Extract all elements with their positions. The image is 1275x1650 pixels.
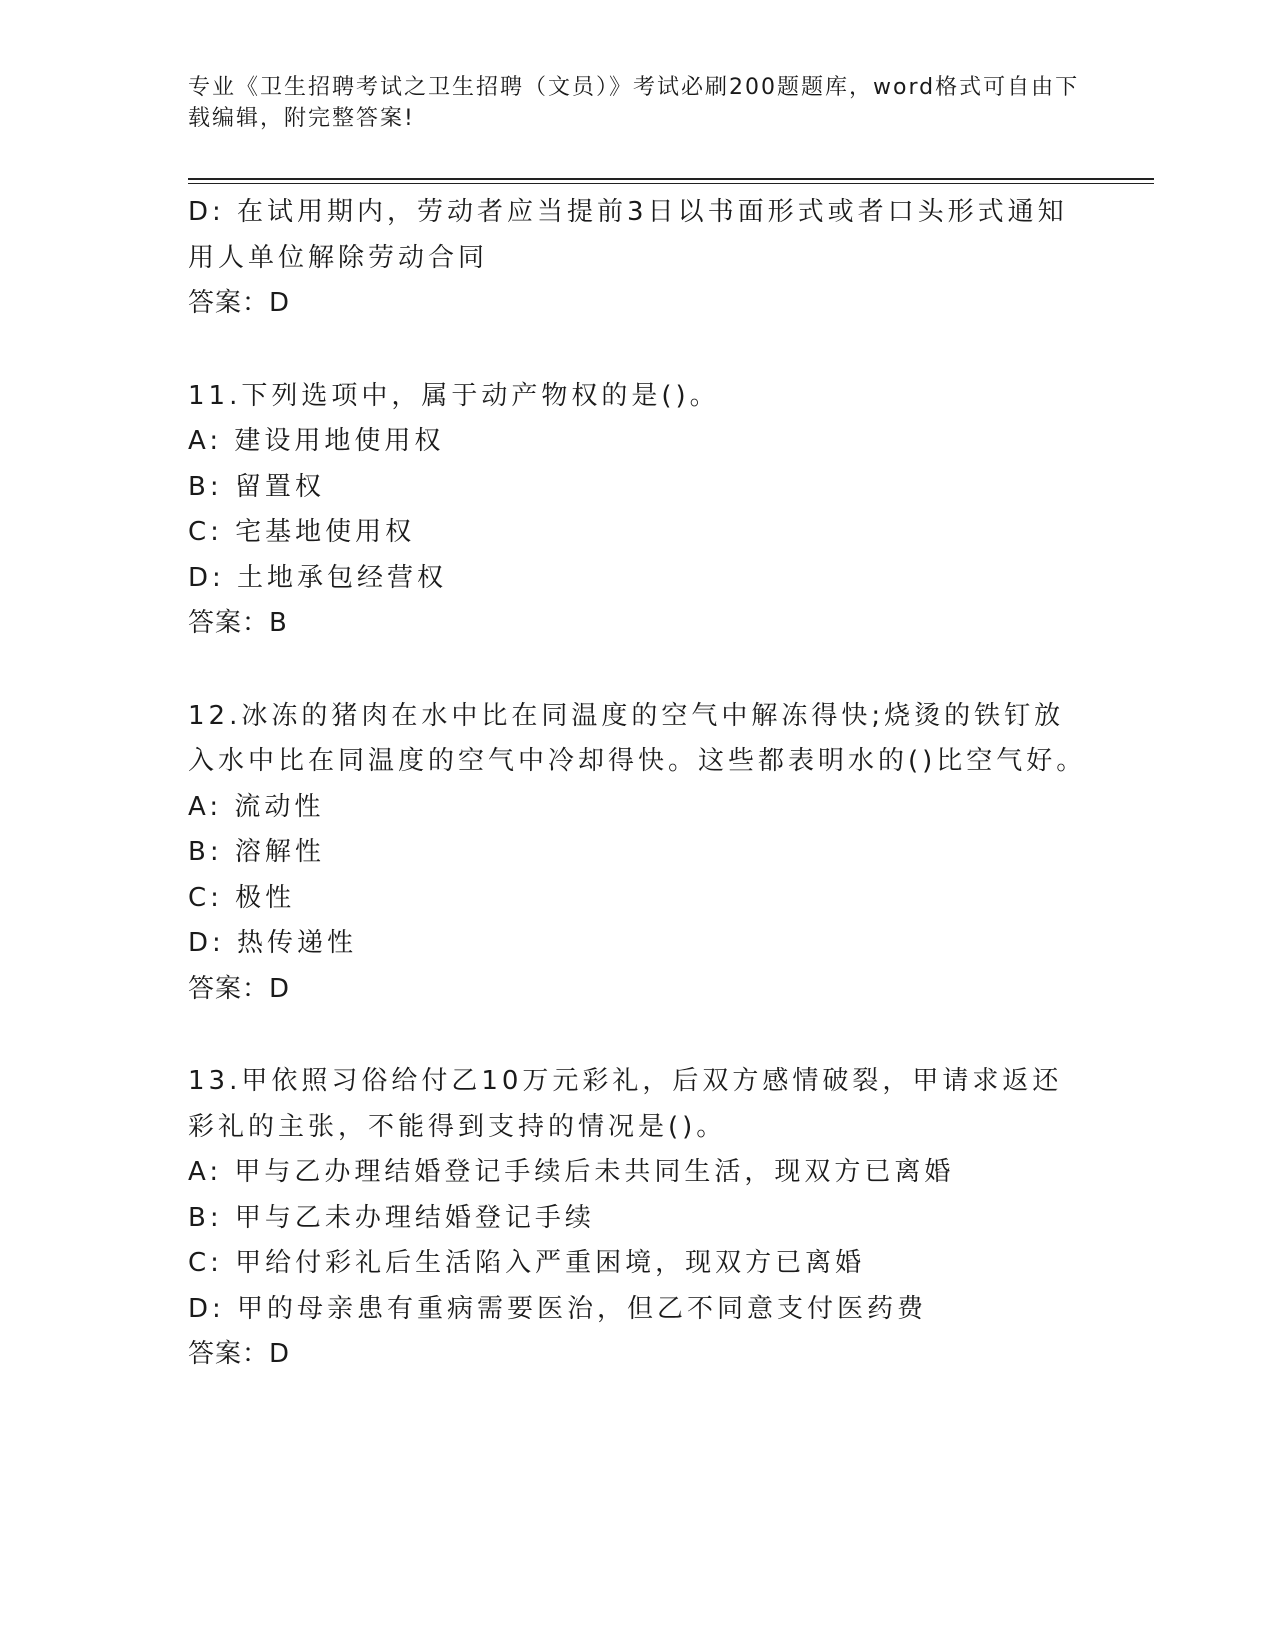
question-stem: 13.甲依照习俗给付乙10万元彩礼，后双方感情破裂，甲请求返还彩礼的主张，不能得到支持的情况是()。 [188, 1066, 1063, 1142]
option-c: C: 甲给付彩礼后生活陷入严重困境，现双方已离婚 [188, 1248, 866, 1278]
question-13 [188, 1059, 1088, 1378]
document-header: 专业《卫生招聘考试之卫生招聘（文员）》考试必刷200题题库，word格式可自由下载编辑，附完整答案! [188, 75, 1080, 131]
option-a: A: 建设用地使用权 [188, 426, 445, 456]
question-11 [188, 374, 1088, 647]
previous-option-d: D: 在试用期内，劳动者应当提前3日以书面形式或者口头形式通知用人单位解除劳动合同 [188, 197, 1068, 273]
answer: 答案：B [188, 608, 288, 638]
option-d: D: 热传递性 [188, 928, 358, 958]
option-a: A: 甲与乙办理结婚登记手续后未共同生活，现双方已离婚 [188, 1157, 955, 1187]
question-12 [188, 694, 1088, 1013]
option-b: B: 甲与乙未办理结婚登记手续 [188, 1202, 595, 1233]
question-stem: 11.下列选项中，属于动产物权的是()。 [188, 380, 720, 411]
option-d: D: 土地承包经营权 [188, 562, 448, 593]
header-divider-thick [188, 178, 1154, 180]
question-list [188, 190, 1088, 1378]
answer: 答案：D [188, 973, 291, 1004]
question-stem: 12.冰冻的猪肉在水中比在同温度的空气中解冻得快;烧烫的铁钉放入水中比在同温度的空气中冷却得快。这些都表明水的()比空气好。 [188, 700, 1087, 776]
header-divider-thin [188, 183, 1154, 184]
option-b: B: 溶解性 [188, 837, 325, 867]
option-b: B: 留置权 [188, 471, 325, 502]
option-a: A: 流动性 [188, 791, 325, 822]
previous-answer: 答案：D [188, 288, 291, 318]
answer: 答案：D [188, 1339, 291, 1369]
option-c: C: 宅基地使用权 [188, 517, 416, 547]
option-d: D: 甲的母亲患有重病需要医治，但乙不同意支付医药费 [188, 1293, 928, 1324]
option-c: C: 极性 [188, 882, 296, 913]
